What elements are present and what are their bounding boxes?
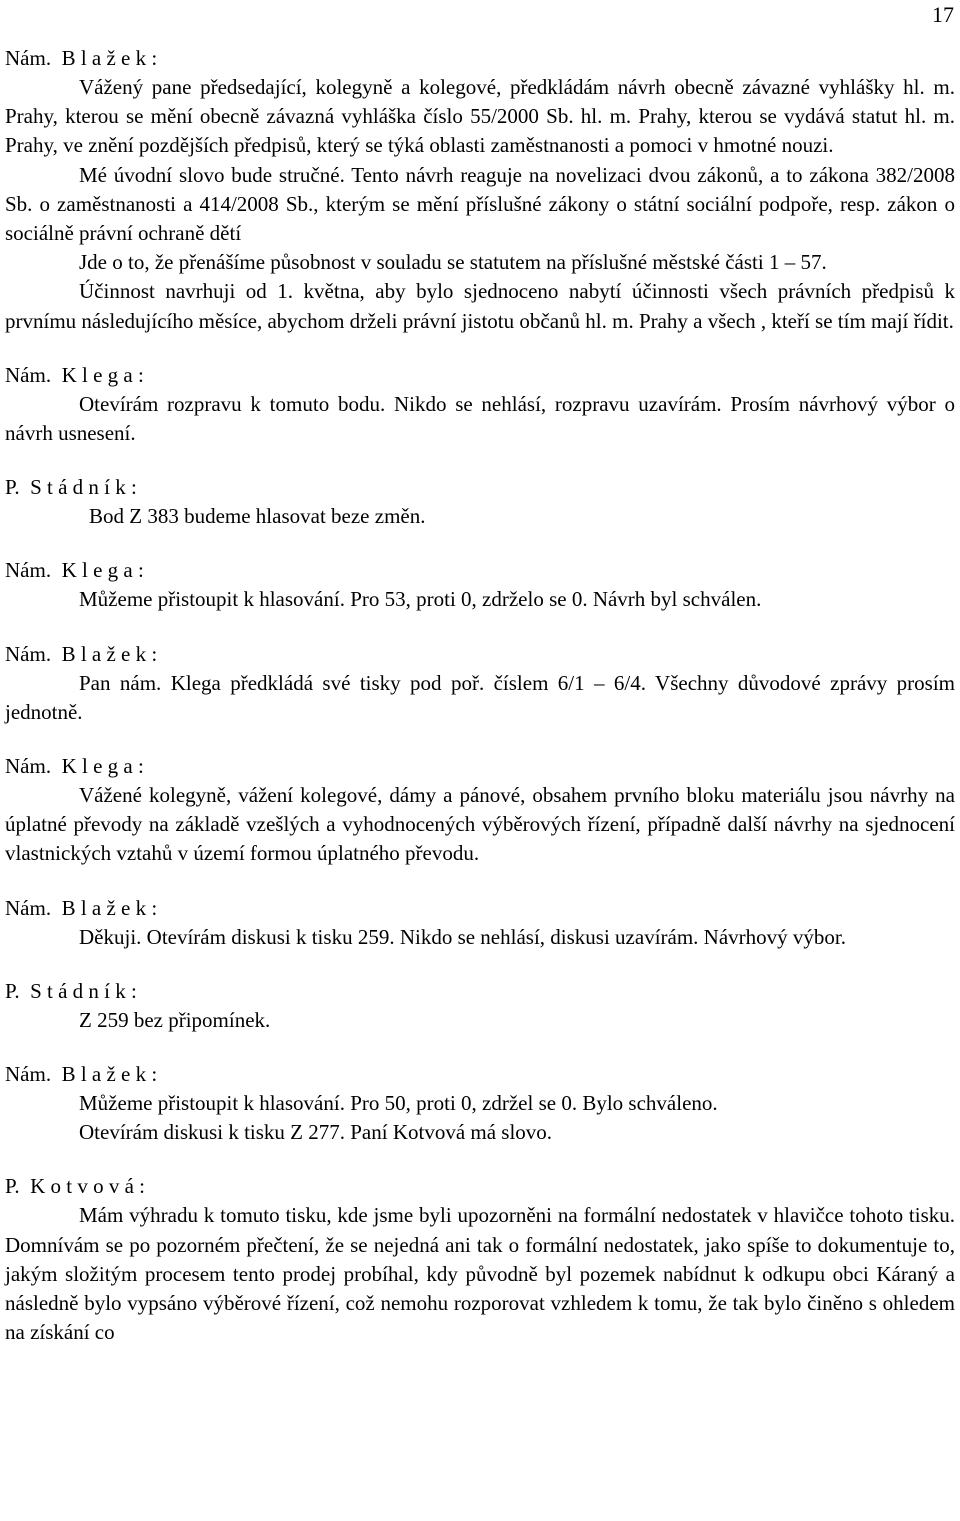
speech-paragraph: Vážený pane předsedající, kolegyně a kolegové, předkládám návrh obecně závazné vyhlášky hl. m. Prahy, kterou se mění obecně závazná vyhláška číslo 55/2000 Sb. hl. m. Prahy, kterou se vydává statut hl. m. Prahy, ve znění pozdějších předpisů, který se týká oblasti zaměstnanosti a pomoci v hmotné nouzi. <box>5 75 955 158</box>
speech-paragraph: Děkuji. Otevírám diskusi k tisku 259. Nikdo se nehlásí, diskusi uzavírám. Návrhový výbor. <box>79 924 846 949</box>
speech-paragraph: Z 259 bez připomínek. <box>79 1007 271 1032</box>
speech-block <box>5 893 955 952</box>
speaker-name: P. S t á d n í k : <box>5 978 137 1003</box>
speaker-name: Nám. B l a ž e k : <box>5 895 158 920</box>
speaker-name: Nám. B l a ž e k : <box>5 46 158 70</box>
speaker-name: P. S t á d n í k : <box>5 475 137 500</box>
speaker-name: Nám. K l e g a : <box>5 362 144 387</box>
speech-block <box>5 1171 955 1347</box>
speech-block <box>5 43 955 336</box>
transcript-body <box>5 43 955 1347</box>
speaker-name: Nám. B l a ž e k : <box>5 641 158 666</box>
speech-paragraph: Můžeme přistoupit k hlasování. Pro 50, proti 0, zdržel se 0. Bylo schváleno. <box>79 1091 718 1116</box>
speech-paragraph: Jde o to, že přenášíme působnost v souladu se statutem na příslušné městské části 1 – 57. <box>79 250 827 275</box>
speech-paragraph: Otevírám diskusi k tisku Z 277. Paní Kotvová má slovo. <box>79 1120 553 1145</box>
speech-block <box>5 360 955 448</box>
speech-paragraph: Můžeme přistoupit k hlasování. Pro 53, proti 0, zdrželo se 0. Návrh byl schválen. <box>79 587 762 612</box>
speaker-name: Nám. K l e g a : <box>5 558 144 583</box>
speech-block <box>5 976 955 1035</box>
speech-block <box>5 751 955 869</box>
speech-paragraph: Mám výhradu k tomuto tisku, kde jsme byli upozorněni na formální nedostatek v hlavičce tohoto tisku. Domnívám se po pozorném přečtení, že se nejedná ani tak o formální nedostatek, jako spíše to dokumentuje to, jakým složitým procesem tento prodej probíhal, kdy původně byl pozemek nabídnut k odkupu obci Káraný a následně bylo vypsáno výběrové řízení, což nemohu rozporovat vzhledem k tomu, že tak bylo činěno s ohledem na získání co <box>5 1203 955 1345</box>
speech-paragraph: Otevírám rozpravu k tomuto bodu. Nikdo se nehlásí, rozpravu uzavírám. Prosím návrhový výbor o návrh usnesení. <box>5 391 955 446</box>
speech-paragraph: Bod Z 383 budeme hlasovat beze změn. <box>89 504 426 529</box>
speaker-name: P. K o t v o v á : <box>5 1174 146 1199</box>
speaker-name: Nám. K l e g a : <box>5 754 144 779</box>
speech-paragraph: Účinnost navrhuji od 1. května, aby bylo sjednoceno nabytí účinnosti všech právních předpisů k prvnímu následujícího měsíce, abychom drželi právní jistotu občanů hl. m. Prahy a všech , kteří se tím mají řídit. <box>5 279 955 333</box>
speech-paragraph: Pan nám. Klega předkládá své tisky pod poř. číslem 6/1 – 6/4. Všechny důvodové zprávy prosím jednotně. <box>5 670 955 724</box>
speaker-name: Nám. B l a ž e k : <box>5 1062 158 1087</box>
speech-block <box>5 639 955 727</box>
speech-paragraph: Mé úvodní slovo bude stručné. Tento návrh reaguje na novelizaci dvou zákonů, a to zákona 382/2008 Sb. o zaměstnanosti a 414/2008 Sb., kterým se mění příslušné zákony o státní sociální podpoře, resp. zákon o sociálně právní ochraně dětí <box>5 162 955 246</box>
speech-block <box>5 1059 955 1147</box>
page-number: 17 <box>932 2 954 27</box>
speech-block <box>5 472 955 531</box>
speech-paragraph: Vážené kolegyně, vážení kolegové, dámy a pánové, obsahem prvního bloku materiálu jsou návrhy na úplatné převody na základě vzešlých a vyhodnocených výběrových řízení, případně další návrhy na sjednocení vlastnických vztahů v území formou úplatného převodu. <box>5 783 955 866</box>
speech-block <box>5 555 955 614</box>
